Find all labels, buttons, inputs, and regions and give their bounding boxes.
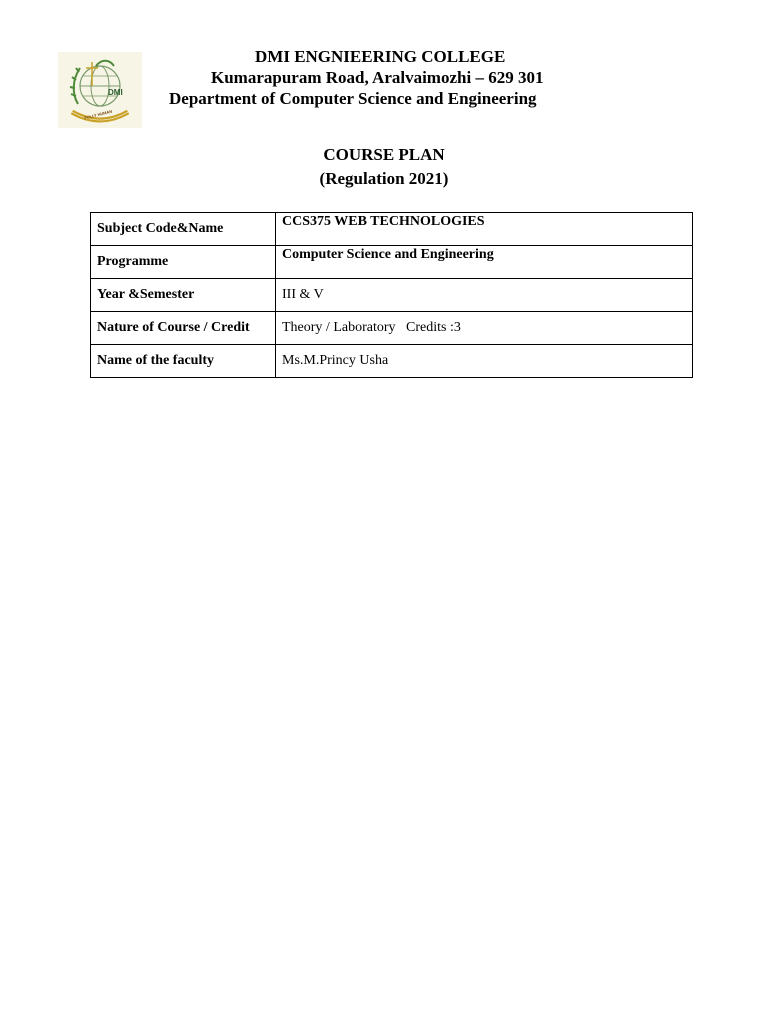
row-value-nature-credit: Theory / Laboratory Credits :3 [276,312,693,345]
row-value-subject: CCS375 WEB TECHNOLOGIES [276,213,693,246]
college-logo [58,52,142,128]
row-label-nature-credit: Nature of Course / Credit [91,312,276,345]
row-label-faculty: Name of the faculty [91,345,276,378]
college-name: DMI ENGNIEERING COLLEGE [255,47,506,66]
table-row [91,246,693,279]
department-name: Department of Computer Science and Engineering [169,89,537,108]
row-value-year-semester: III & V [276,279,693,312]
course-plan-title: COURSE PLAN [323,145,445,164]
logo-text: DMI [108,88,123,97]
row-value-faculty: Ms.M.Princy Usha [276,345,693,378]
row-label-subject: Subject Code&Name [91,213,276,246]
course-info-table [90,212,693,378]
row-value-programme: Computer Science and Engineering [276,246,693,279]
row-label-programme: Programme [91,246,276,279]
row-label-year-semester: Year &Semester [91,279,276,312]
logo-motto: FULLY HUMAN [83,108,113,121]
college-address: Kumarapuram Road, Aralvaimozhi – 629 301 [211,68,544,87]
regulation-subtitle: (Regulation 2021) [319,169,449,188]
table-row [91,312,693,345]
table-row [91,213,693,246]
table-row [91,279,693,312]
table-row [91,345,693,378]
